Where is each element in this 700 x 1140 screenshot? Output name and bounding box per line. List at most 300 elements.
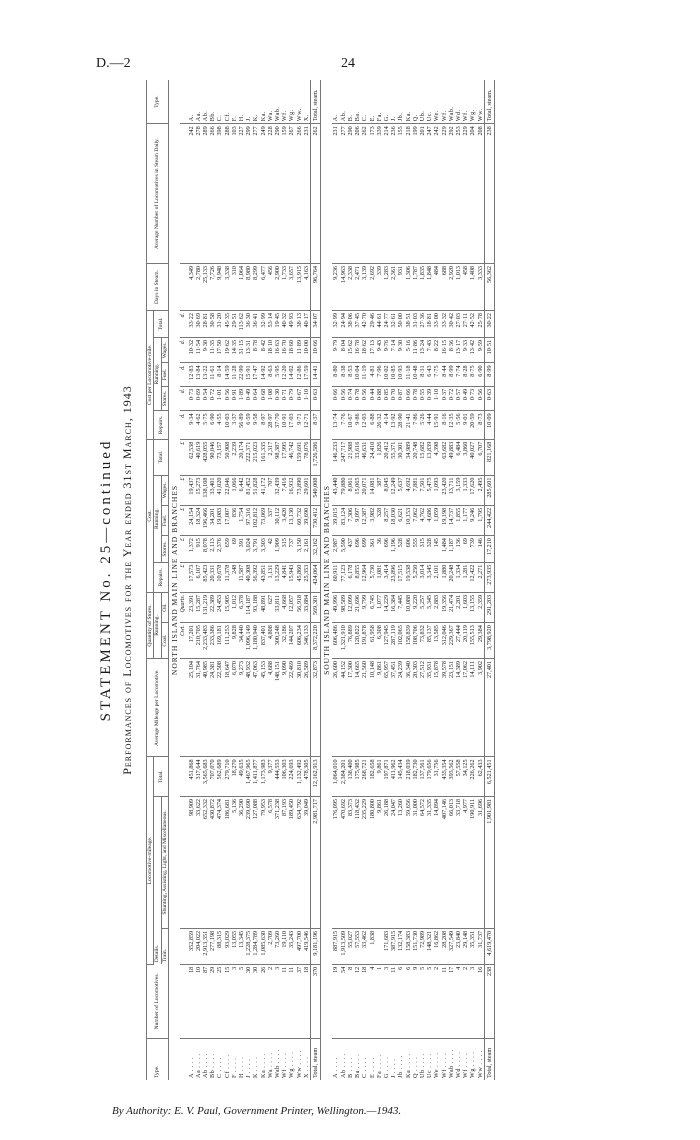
table-cell: 2,883 [433,592,440,622]
table-cell: 1,059 [433,505,440,535]
table-cell: 13·24 [419,337,426,363]
total-cell: Total, steam. [484,80,494,124]
table-cell: 224,693 [288,757,295,797]
table-cell: 315 [419,536,426,563]
table-cell: 707,070 [209,757,216,797]
table-cell: 10,088 [405,592,412,622]
table-cell: 14,665 [354,659,361,757]
table-cell: 32·99 [260,311,267,338]
table-cell: 146 [477,536,485,563]
table-cell: 6,707 [477,439,485,475]
table-cell: 2,271 [477,562,485,592]
col-average-mileage: Average Mileage per Locomotive. [147,659,169,757]
table-cell: 15,682 [419,439,426,475]
total-cell: 14·41 [311,363,321,386]
table-cell: 10,148 [369,659,376,757]
table-cell: 10·91 [281,411,288,439]
table-cell: 131,219 [202,592,209,622]
table-cell: 20,303 [412,659,419,757]
table-cell: 24·94 [340,311,347,338]
table-cell: 292 [448,124,455,264]
table-cell: 10,678 [216,562,223,592]
type-cell: Wa . . . . [266,1052,274,1078]
total-cell: 3,798,920 [484,623,494,659]
table-cell: 277 [340,124,347,264]
table-cell: 484 [433,263,440,310]
col-train: Train. [161,928,168,964]
table-cell: 25,353 [303,562,311,592]
table-cell: 0·87 [397,386,404,411]
table-cell: 17,573 [188,562,195,592]
table-cell: 11 [281,964,288,1038]
table-cell: 6,477 [260,263,267,310]
table-cell: 2,233,483 [202,623,209,659]
table-cell: 239,690 [245,796,252,928]
table-cell: 18 [303,964,311,1038]
type-cell: Wf . . . . [281,1052,289,1078]
unit-pound: £ [180,439,187,475]
total-cell: 569,301 [311,592,321,622]
unit-d: d. [180,386,187,411]
total-cell: 10·51 [484,337,494,363]
table-cell: 176,095 [332,796,339,928]
table-cell: 10·02 [383,363,390,386]
table-cell: 7,062 [412,505,419,535]
total-cell: 2,981,717 [311,796,321,928]
table-cell: 10·00 [303,337,311,363]
table-cell: 227 [238,124,245,264]
table-cell: 4,841 [281,562,288,592]
table-cell: 458 [462,263,469,310]
table-cell: 0·54 [202,386,209,411]
table-cell: 19,356 [441,592,448,622]
table-cell: 7·76 [340,411,347,439]
table-cell: 36,290 [238,796,245,928]
col-cost: Cost. [147,439,154,592]
table-cell: 277 [252,124,259,264]
table-cell: 8·53 [347,363,354,386]
type-cell: Wg . . . . [288,1051,296,1078]
table-cell: 1,177 [462,505,469,535]
table-cell: 31·20 [216,311,223,338]
table-cell: 199 [412,124,419,264]
table-cell: Jb. [397,80,404,124]
table-cell: 24,381 [209,659,216,757]
table-cell: J. [390,80,397,124]
table-cell: 7·86 [412,411,419,439]
total-cell: 32,162 [311,536,321,563]
table-cell: 931 [397,263,404,310]
type-cell: Wab . . . . [447,1048,455,1078]
table-cell: 45,153 [260,659,267,757]
table-row [188,80,195,1080]
table-cell: 16,932 [288,475,295,505]
table-cell: 1,085,630 [260,928,267,964]
table-cell: 46,631 [361,439,368,475]
table-cell: 26 [260,964,267,1038]
table-cell: 8·14 [216,363,223,386]
table-cell: 1,131 [267,562,274,592]
table-cell: 288 [224,124,231,264]
table-cell: 27·11 [462,311,469,338]
table-cell: 247,717 [340,439,347,475]
table-cell: K. [252,80,259,124]
table-cell: 1,173,983 [260,757,267,797]
table-cell: 113·62 [238,311,245,338]
table-cell: 1,333 [462,475,469,505]
table-cell: 1,334 [455,562,462,592]
col-cost-wages: Wages. [161,475,168,505]
table-cell: 268,721 [361,757,368,797]
table-cell: 0·78 [412,386,419,411]
table-cell: 14·92 [260,363,267,386]
table-row [390,80,397,1080]
type-cell: B . . . . [346,1056,354,1078]
table-cell: 7,306 [347,505,354,535]
total-cell: 12,162,913 [311,757,321,797]
col-oil: Oil. [161,592,168,622]
table-cell: 13·42 [469,337,476,363]
table-row [441,80,448,1080]
table-cell: 29·46 [369,311,376,338]
table-cell: 39,690 [303,505,311,535]
table-cell: 29,148 [462,928,469,964]
table-cell: 1,180,940 [252,623,259,659]
table-cell: 24,453 [216,592,223,622]
unit-pound: £ [180,562,187,592]
type-cell: H . . . . [238,1056,246,1078]
table-cell: 337 [267,505,274,535]
table-cell: Bb. [209,80,216,124]
table-cell [376,928,383,964]
table-cell: 21,474 [448,592,455,622]
table-cell: 5,475 [426,475,433,505]
table-cell: 21,696 [354,592,361,622]
statement-title: STATEMENT No. 25—continued [98,438,114,722]
total-row [311,80,321,1080]
table-cell: 13·92 [390,411,397,439]
type-cell: Wg . . . . [469,1051,477,1078]
table-cell: 14·02 [288,363,295,386]
table-cell: 11·54 [195,337,202,363]
table-cell: 15,065 [354,475,361,505]
table-cell: 6,484 [455,439,462,475]
type-cell: Ab . . . . [339,1053,347,1078]
table-cell: 12·86 [296,363,303,386]
table-cell: 0·71 [281,386,288,411]
table-cell: 79,953 [260,796,267,928]
table-cell: 35,931 [426,659,433,757]
total-cell: 730,412 [311,505,321,535]
table-cell: 45·35 [224,311,231,338]
table-cell: Ab. [202,80,209,124]
table-cell: 31·15 [238,337,245,363]
table-cell: 31,335 [426,796,433,928]
table-cell: 13·22 [202,363,209,386]
table-cell: 73,157 [216,439,223,475]
total-cell: 9,181,196 [311,928,321,964]
table-cell: 8·80 [332,363,339,386]
table-cell: 0·85 [383,386,390,411]
table-cell: 17,300 [347,659,354,757]
table-cell: 31,756 [433,757,440,797]
unit-d: d. [180,311,187,338]
table-cell: 4 [455,964,462,1038]
table-cell: 17·47 [252,363,259,386]
table-cell: Ba. [354,80,361,124]
table-cell: 37 [296,964,303,1038]
table-cell: 36 [376,536,383,563]
table-cell: 61,958 [369,623,376,659]
table-row [332,80,339,1080]
table-cell: 0·56 [361,386,368,411]
table-cell: 242 [188,124,195,264]
table-cell: 33,622 [195,796,202,928]
table-cell: 146,233 [332,439,339,475]
table-cell: 182,658 [369,757,376,797]
table-cell: 161,335 [260,439,267,475]
table-cell: 229 [462,124,469,264]
table-cell: 327,549 [448,928,455,964]
table-cell: 7·96 [376,363,383,386]
table-cell: 35,243 [288,928,295,964]
table-cell: 2,317 [267,439,274,475]
table-cell: 4,349 [188,263,195,310]
table-cell: 2,384,201 [340,757,347,797]
table-cell: 1,228,375 [245,928,252,964]
table-cell: 6,442 [238,475,245,505]
table-cell: 12,249 [390,475,397,505]
table-cell: 64,572 [419,796,426,928]
table-cell: 120,822 [354,623,361,659]
type-cell: Aa . . . . [194,1053,202,1078]
table-cell: 478,305 [303,757,311,797]
table-row [202,80,209,1080]
table-cell: 562,689 [216,757,223,797]
table-cell: 137,561 [419,757,426,797]
table-cell: 204 [469,124,476,264]
table-cell: 20,071 [361,475,368,505]
table-cell: Q. [412,80,419,124]
table-cell: 1,283 [383,263,390,310]
table-cell: 1,284,789 [252,928,259,964]
table-cell: 1,081 [376,562,383,592]
table-cell: 249 [260,124,267,264]
table-cell: 15·91 [245,363,252,386]
table-cell: 29,384 [477,623,485,659]
table-row [238,80,245,1080]
table-cell: 13,839 [426,439,433,475]
table-cell: 159 [281,124,288,264]
table-cell: 11 [390,964,397,1038]
table-cell: 31·03 [412,311,419,338]
table-cell: 7,726 [209,263,216,310]
table-cell: 23,391 [188,592,195,622]
table-cell: 435,354 [441,757,448,797]
total-row [484,80,494,1080]
table-cell: 16 [477,964,485,1038]
table-cell: 6,578 [267,796,274,928]
total-cell: Total, steam. [311,80,321,124]
type-cell: E . . . . [368,1057,376,1078]
table-cell: 7,881 [412,475,419,505]
table-cell: 48,932 [245,659,252,757]
table-cell: 0·72 [209,386,216,411]
table-cell: 6·59 [245,411,252,439]
table-row [340,80,347,1080]
table-cell: 32,439 [274,475,281,505]
table-cell: 3 [231,964,238,1038]
table-cell: 18·10 [267,337,274,363]
total-cell: 424,064 [311,562,321,592]
table-cell: 30 [245,964,252,1038]
table-cell: 33·32 [441,311,448,338]
table-cell: 42·70 [361,311,368,338]
table-row [376,80,383,1080]
table-cell: 1,733 [281,263,288,310]
table-cell: 2,495 [477,475,485,505]
table-cell: 0·56 [477,386,485,411]
table-cell: 106,303 [281,757,288,797]
table-row [419,80,426,1080]
table-cell: A. [332,80,339,124]
table-cell: Wg. [469,80,476,124]
table-cell: 4,686 [426,505,433,535]
table-cell: 102,065 [397,623,404,659]
total-cell: 4,619,470 [484,928,494,964]
type-cell: Ba . . . . [354,1053,362,1078]
col-cpm-repairs: Repairs. [154,411,169,439]
table-cell: 88,315 [216,928,223,964]
table-cell: 56·89 [238,411,245,439]
table-cell: 9,799 [361,592,368,622]
table-cell: 7·14 [390,337,397,363]
table-cell: 371,238 [274,796,281,928]
table-cell: 2,471 [354,263,361,310]
table-cell: 16·70 [281,337,288,363]
table-cell: 9·34 [188,411,195,439]
type-cell: G . . . . [382,1056,390,1078]
table-cell: 145,434 [397,757,404,797]
table-cell: 46,742 [288,439,295,475]
units-row [180,80,187,1080]
table-cell: 287,119 [390,623,397,659]
section-label-south: SOUTH ISLAND MAIN LINE AND BRANCHES [322,485,332,675]
table-cell: 277,198 [209,928,216,964]
table-cell: 28·97 [267,411,274,439]
table-cell: 247 [426,124,433,264]
type-cell: J . . . . [390,1058,398,1078]
table-cell: 179,656 [426,757,433,797]
table-cell: 38·51 [405,311,412,338]
table-cell: 98,909 [188,796,195,928]
table-cell: 5,730 [369,562,376,592]
table-cell: 44,152 [340,659,347,757]
table-cell: Wab. [448,80,455,124]
table-cell: 8·42 [260,337,267,363]
table-cell: 65,957 [383,659,390,757]
table-cell: 26·32 [376,411,383,439]
table-cell: 1,196 [390,536,397,563]
table-cell: 73,890 [296,475,303,505]
south-island-section [321,80,495,1080]
type-cell: Wf . . . . [462,1052,470,1078]
table-cell: 2,376 [216,536,223,563]
table-cell: 56,392 [252,562,259,592]
table-cell: 36,340 [405,659,412,757]
table-cell: 20·59 [469,411,476,439]
table-cell: 50·00 [397,311,404,338]
total-cell: 285,601 [484,475,494,505]
table-cell: Wd. [455,80,462,124]
table-cell: 361 [369,536,376,563]
table-cell: 262 [361,124,368,264]
table-cell: 118,432 [354,796,361,928]
table-cell: 8·22 [433,337,440,363]
table-cell: 3,338 [224,263,231,310]
table-cell: 171,683 [383,928,390,964]
table-cell: 9,090 [281,659,288,757]
table-cell: 16,384 [390,592,397,622]
table-cell: 9,236 [332,263,339,310]
table-cell: 9·79 [332,337,339,363]
type-cell: Fa . . . . [375,1054,383,1078]
type-cell: Ka . . . . [259,1053,267,1078]
table-cell: 208 [477,124,485,264]
table-cell: 10·04 [354,363,361,386]
table-cell: 13,130 [288,505,295,535]
table-cell: 5·75 [202,411,209,439]
table-cell: 14,894 [433,796,440,928]
table-cell: 339 [376,263,383,310]
table-cell: 7·43 [426,337,433,363]
table-cell: 1,913,509 [340,928,347,964]
table-cell: 6,308 [376,623,383,659]
table-cell: 4,762 [419,505,426,535]
table-cell: 6,378 [238,592,245,622]
table-cell: 33,616 [354,439,361,475]
table-cell: 3 [469,964,476,1038]
total-cell: 244,422 [484,505,494,535]
total-cell: Total, steam [311,1038,321,1080]
table-cell: 11·86 [412,337,419,363]
table-cell: 33,462 [361,928,368,964]
table-cell: 6·88 [369,411,376,439]
table-row [231,80,238,1080]
table-cell: 8,299 [252,263,259,310]
table-cell: 169,181 [216,623,223,659]
total-cell: 821,168 [484,439,494,475]
table-cell: 5,257 [419,592,426,622]
table-cell: 31,696 [477,796,485,928]
table-cell: 13·84 [195,363,202,386]
table-cell: 6 [397,964,404,1038]
table-cell: 13,055 [231,928,238,964]
table-cell: 30·58 [209,311,216,338]
table-cell: 27,444 [455,623,462,659]
table-cell: 55,371 [390,439,397,475]
total-cell: 0·63 [484,386,494,411]
table-cell: 3,159 [455,475,462,505]
table-cell: 0·69 [195,386,202,411]
table-cell: 1,603 [462,592,469,622]
table-cell: 470,692 [340,796,347,928]
table-cell: 9,097 [354,505,361,535]
table-cell: 85,137 [426,623,433,659]
table-cell: 1,012 [231,592,238,622]
total-cell: 291,203 [484,592,494,622]
table-cell: 387 [376,475,383,505]
